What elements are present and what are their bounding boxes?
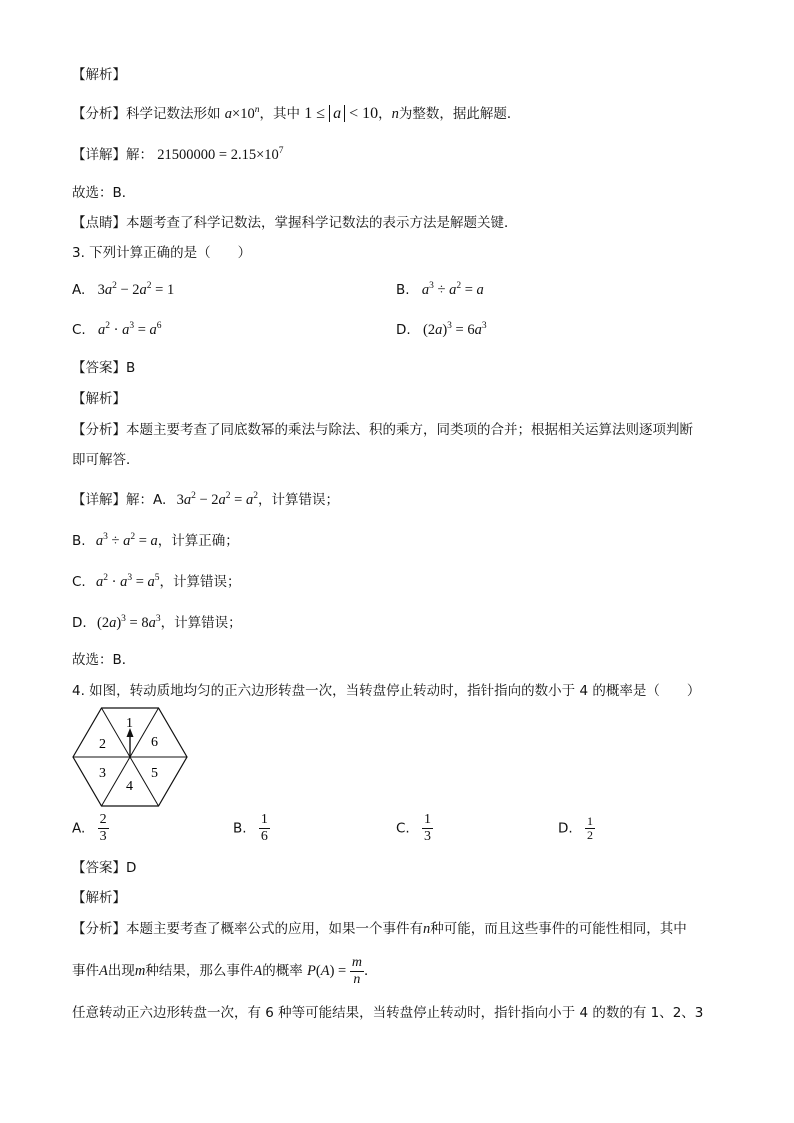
q2-xiangjie-tag: 【详解】 (72, 147, 126, 163)
q3-fenxi-tag: 【分析】 (72, 422, 126, 438)
sector-label-6: 6 (151, 735, 158, 750)
q4-option-c: C. $\frac{1}{3}$ (396, 812, 432, 844)
q2-dianjing-tag: 【点睛】 (72, 215, 126, 231)
hexagon-spinner-figure (70, 706, 190, 808)
q4-probability-formula: P(A) = $\frac{m}{n}$ (307, 955, 362, 987)
q2-fenxi-tag: 【分析】 (72, 106, 126, 122)
q4-option-d: D. $\frac{1}{2}$ (558, 814, 593, 842)
q3-answer: 【答案】B (72, 360, 136, 376)
q2-range: 1 ≤ a < 10 (304, 105, 379, 122)
q2-fenxi: 【分析】科学记数法形如 $a\times 10^n$，其中 1 ≤ a < 10，n为整数，据此解题． (72, 105, 521, 122)
sector-label-2: 2 (99, 737, 106, 752)
q3-guxuan: 故选：B． (72, 652, 136, 668)
q2-dianjing: 【点睛】本题考查了科学记数法，掌握科学记数法的表示方法是解题关键． (72, 215, 518, 231)
q4-fenxi-tag: 【分析】 (72, 921, 126, 937)
q3-stem: 3. 下列计算正确的是（ ） (72, 245, 252, 261)
q3-xiangjie-b: B. $a^3 \div a^2 = a$，计算正确； (72, 532, 239, 549)
q3-option-b: B. $a^3 \div a^2 = a$ (396, 281, 484, 298)
q3-fenxi-1: 【分析】本题主要考查了同底数幂的乘法与除法、积的乘方，同类项的合并；根据相关运算法则逐项判断 (72, 422, 693, 438)
q3-option-a: A. $3a^2 - 2a^2 = 1$ (72, 281, 175, 298)
q4-fenxi-2: 事件A出现m种结果，那么事件A的概率 P(A) = $\frac{m}{n}$ ． (72, 955, 378, 987)
q4-option-a: A. $\frac{2}{3}$ (72, 812, 107, 844)
q2-jiexi: 【解析】 (72, 67, 126, 83)
q3-option-d: D. $(2a)^3 = 6a^3$ (396, 321, 487, 338)
q4-option-b: B. $\frac{1}{6}$ (233, 812, 268, 844)
sector-label-4: 4 (126, 779, 133, 794)
q4-last-line: 任意转动正六边形转盘一次，有 6 种等可能结果，当转盘停止转动时，指针指向小于 4 的数的有 1、2、3 (72, 1005, 704, 1021)
q3-xiangjie-a: 【详解】解：A. $3a^2 - 2a^2 = a^2$，计算错误； (72, 491, 339, 508)
q2-xiangjie-math: 21500000 = 2.15×10 (157, 147, 279, 163)
q2-formula-a10n: $a\times 10^n$ (224, 105, 260, 122)
sector-label-3: 3 (99, 766, 106, 781)
q4-jiexi: 【解析】 (72, 890, 126, 906)
q2-xiangjie: 【详解】解： $21500000 = 2.15\times 10^7$ (72, 146, 284, 163)
q4-answer: 【答案】D (72, 860, 137, 876)
q3-option-c: C. $a^2 \cdot a^3 = a^6$ (72, 321, 162, 338)
q4-fenxi-1: 【分析】本题主要考查了概率公式的应用，如果一个事件有n种可能，而且这些事件的可能性相同，其中 (72, 921, 687, 937)
sector-label-5: 5 (151, 766, 158, 781)
q2-guxuan: 故选：B． (72, 185, 136, 201)
q3-fenxi-2: 即可解答． (72, 452, 140, 468)
q3-xiangjie-d: D. $(2a)^3 = 8a^3$，计算错误； (72, 614, 242, 631)
sector-label-1: 1 (126, 716, 133, 731)
q3-jiexi: 【解析】 (72, 391, 126, 407)
q3-xiangjie-tag: 【详解】 (72, 492, 126, 508)
q4-stem: 4. 如图，转动质地均匀的正六边形转盘一次，当转盘停止转动时，指针指向的数小于 4 的概率是（ ） (72, 683, 701, 699)
q3-xiangjie-c: C. $a^2 \cdot a^3 = a^5$，计算错误； (72, 573, 241, 590)
